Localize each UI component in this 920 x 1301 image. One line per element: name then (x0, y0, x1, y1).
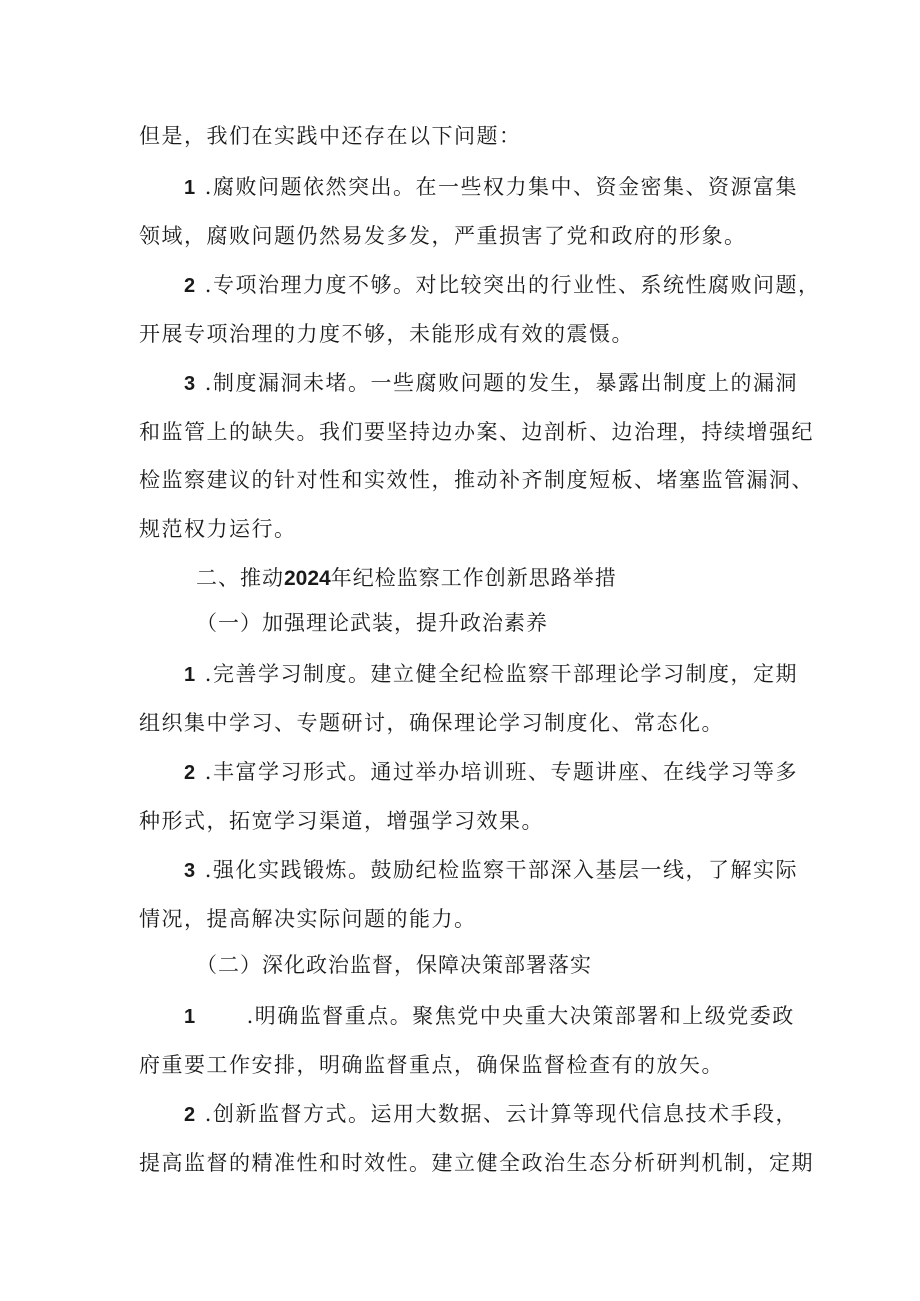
sub1-item-3-line-1 (184, 855, 798, 886)
problem-2-number: 2 (184, 275, 197, 297)
problem-3-text-1: .制度漏洞未堵。一些腐败问题的发生，暴露出制度上的漏洞 (196, 371, 798, 395)
section-2-prefix: 二、推动 (196, 566, 284, 590)
sub1-item-2-number: 2 (184, 762, 197, 784)
sub1-item-2-line-2: 种形式，拓宽学习渠道，增强学习效果。 (139, 809, 544, 833)
section-2-heading (196, 563, 617, 594)
subsection-2-title: （二）深化政治监督，保障决策部署落实 (196, 953, 592, 977)
sub1-item-3-line-2: 情况，提高解决实际问题的能力。 (139, 907, 477, 931)
section-2-year: 2024 (284, 567, 331, 590)
sub2-item-1-text-1: .明确监督重点。聚焦党中央重大决策部署和上级党委政 (246, 1004, 795, 1028)
subsection-1-title: （一）加强理论武装，提升政治素养 (196, 611, 548, 635)
problem-3-line-1 (184, 368, 798, 399)
problem-3-line-4: 规范权力运行。 (139, 517, 297, 541)
sub1-item-3-text-1: .强化实践锻炼。鼓励纪检监察干部深入基层一线，了解实际 (196, 858, 798, 882)
sub2-item-1-line-2: 府重要工作安排，明确监督重点，确保监督检查有的放矢。 (139, 1053, 724, 1077)
problem-3-number: 3 (184, 373, 197, 395)
problem-1-number: 1 (184, 177, 197, 199)
sub1-item-1-line-1 (184, 659, 798, 690)
intro-paragraph: 但是，我们在实践中还存在以下问题： (139, 124, 522, 148)
sub2-item-2-line-2: 提高监督的精准性和时效性。建立健全政治生态分析研判机制，定期 (139, 1151, 814, 1175)
sub2-item-2-number: 2 (184, 1104, 197, 1126)
sub1-item-2-line-1 (184, 757, 798, 788)
section-2-suffix: 年纪检监察工作创新思路举措 (330, 566, 617, 590)
problem-1-line-2: 领域，腐败问题仍然易发多发，严重损害了党和政府的形象。 (139, 224, 747, 248)
problem-2-line-1 (184, 270, 820, 301)
sub2-item-1-line-1 (184, 1001, 795, 1032)
sub2-item-2-text-1: .创新监督方式。运用大数据、云计算等现代信息技术手段， (196, 1102, 798, 1126)
problem-2-line-2: 开展专项治理的力度不够，未能形成有效的震慑。 (139, 322, 634, 346)
problem-3-line-3: 检监察建议的针对性和实效性，推动补齐制度短板、堵塞监管漏洞、 (139, 468, 814, 492)
problem-1-text-1: .腐败问题依然突出。在一些权力集中、资金密集、资源富集 (196, 175, 798, 199)
problem-2-text-1: .专项治理力度不够。对比较突出的行业性、系统性腐败问题， (196, 273, 821, 297)
sub1-item-3-number: 3 (184, 860, 197, 882)
sub2-item-1-number: 1 (184, 1006, 197, 1028)
sub1-item-1-number: 1 (184, 664, 197, 686)
problem-1-line-1 (184, 172, 798, 203)
sub1-item-1-text-1: .完善学习制度。建立健全纪检监察干部理论学习制度，定期 (196, 662, 798, 686)
sub1-item-1-line-2: 组织集中学习、专题研讨，确保理论学习制度化、常态化。 (139, 711, 724, 735)
problem-3-line-2: 和监管上的缺失。我们要坚持边办案、边剖析、边治理，持续增强纪 (139, 420, 814, 444)
sub2-item-2-line-1 (184, 1099, 798, 1130)
sub1-item-2-text-1: .丰富学习形式。通过举办培训班、专题讲座、在线学习等多 (196, 760, 798, 784)
